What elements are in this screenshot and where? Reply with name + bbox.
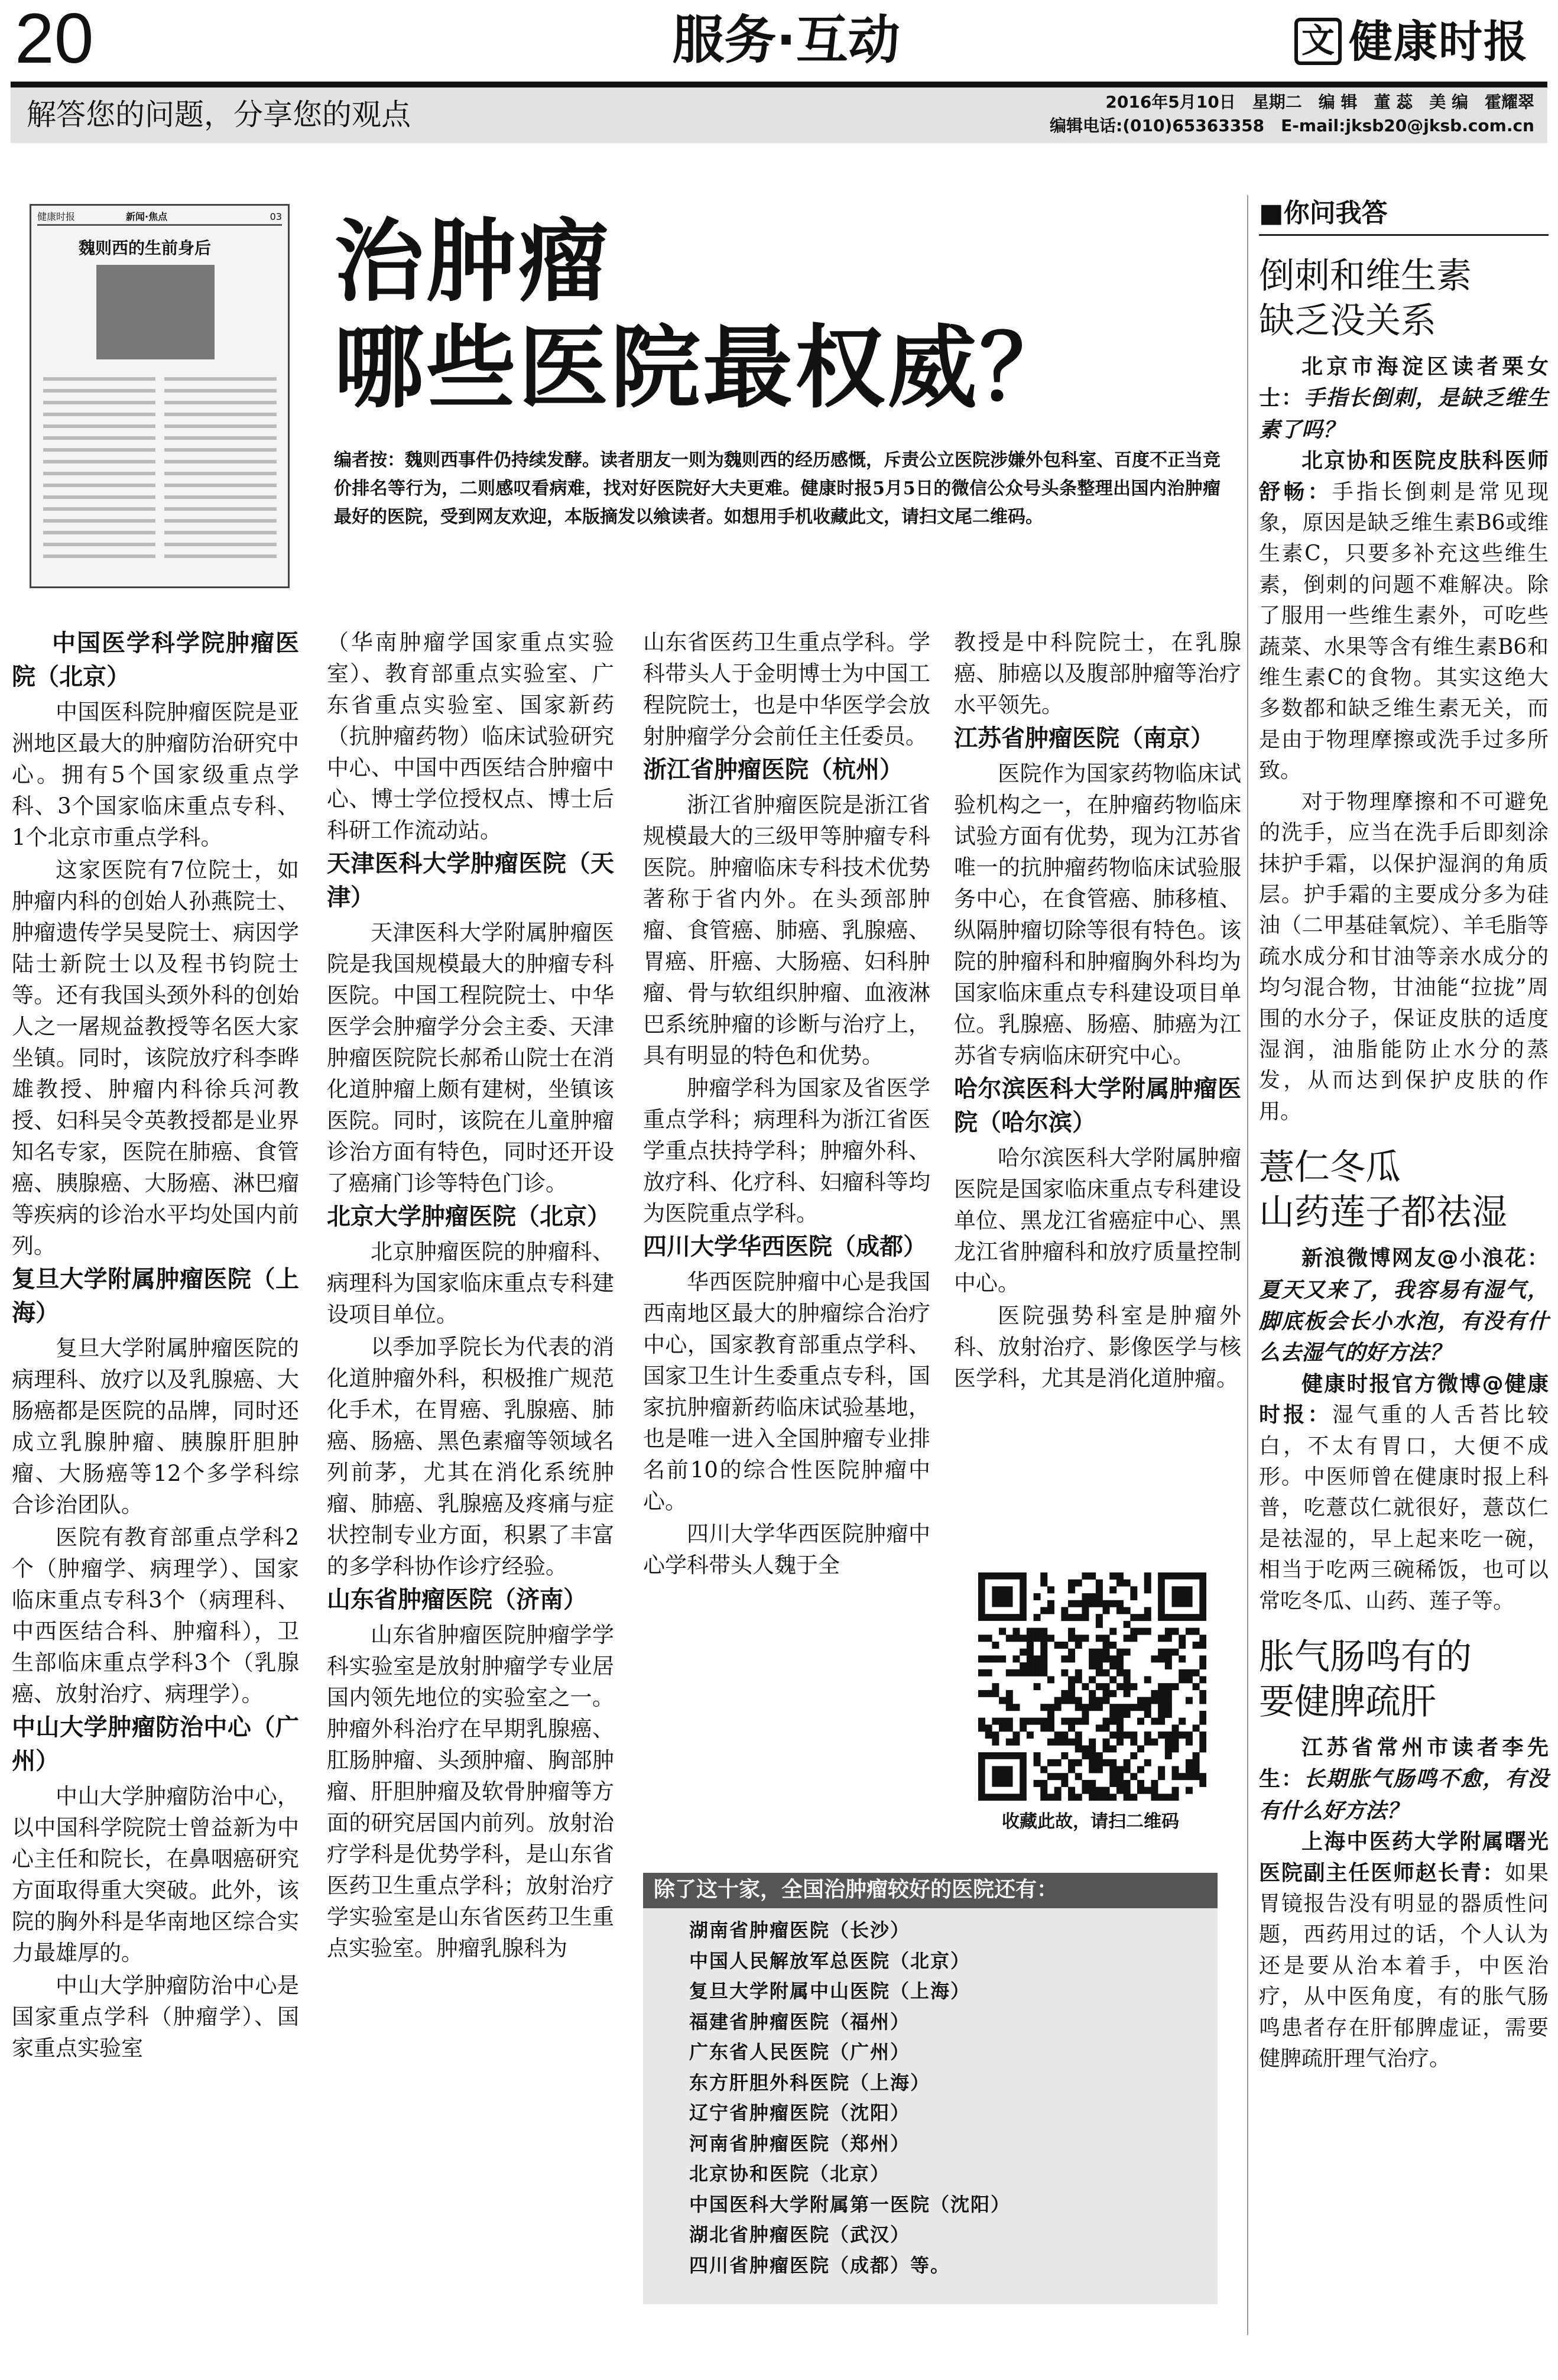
qa-question-from: 北京市海淀区读者栗女士： [1259,355,1549,411]
headline-line-2: 哪些医院最权威？ [334,314,1072,420]
qa-body [1259,1243,1549,1617]
hospital-list-item: 湖南省肿瘤医院（长沙） [689,1919,911,1941]
article-column-2 [327,627,614,1965]
thumbnail-text-line [43,472,155,475]
issue-date-editors: 2016年5月10日 星期二 编 辑 董 蕊 美 编 霍耀翠 [1105,92,1534,112]
qa-answer-text: 湿气重的人舌苔比较白，不太有胃口，大便不成形。中医师曾在健康时报上科普，吃薏苡仁就很好，薏苡仁是祛湿的，早上起来吃一碗，相当于吃两三碗稀饭，也可以常吃冬瓜、山药、莲子等。 [1259,1403,1549,1613]
body-paragraph-continued: 教授是中科院院士，在乳腺癌、肺癌以及腹部肿瘤等治疗水平领先。 [954,630,1241,718]
qr-code-image [978,1572,1206,1801]
qa-title-line-1: 胀气肠鸣有的 [1259,1636,1472,1678]
hospital-heading: 浙江省肿瘤医院（杭州） [643,756,903,783]
thumbnail-text-line [164,543,277,546]
thumbnail-text-line [164,484,277,487]
qa-title-line-2: 要健脾疏肝 [1259,1681,1436,1723]
hospital-heading: 复旦大学附属肿瘤医院（上海） [12,1266,299,1327]
hospital-list-item: 东方肝胆外科医院（上海） [689,2071,931,2094]
thumbnail-section: 新闻·焦点 [126,211,168,222]
qa-answer-text: 手指长倒刺是常见现象，原因是缺乏维生素B6或维生素C，只要多补充这些维生素，倒刺的问题不难解决。除了服用一些维生素外，可吃些蔬菜、水果等含有维生素B6和维生素C的食物。其实这绝大多数都和缺乏维生素无关，而是由于物理摩擦或洗手过多所致。 [1259,479,1549,783]
hospital-heading: 山东省肿瘤医院（济南） [327,1586,587,1613]
hospital-list-item: 河南省肿瘤医院（郑州） [689,2132,911,2155]
thumbnail-photo [96,265,215,359]
body-paragraph: 中山大学肿瘤防治中心，以中国科学院院士曾益新为中心主任和院长，在鼻咽癌研究方面取得重大突破。此外，该院的胸外科是华南地区综合实力最雄厚的。 [12,1784,299,1966]
hospital-list-item: 湖北省肿瘤医院（武汉） [689,2223,911,2246]
hospital-list-item: 中国医科大学附属第一医院（沈阳） [689,2193,1011,2216]
body-paragraph: 医院有教育部重点学科2个（肿瘤学、病理学）、国家临床重点专科3个（病理科、中西医结合科、肿瘤科），卫生部临床重点学科3个（乳腺癌、放射治疗、病理学）。 [12,1525,299,1707]
thumbnail-text-line [164,424,277,428]
editor-contact: 编辑电话:(010)65363358 E-mail:jksb20@jksb.com.cn [1050,116,1534,135]
qa-title-line-1: 倒刺和维生素 [1259,255,1472,297]
qa-answer-text: 如果胃镜报告没有明显的器质性问题，西药用过的话，个人认为还是要从治本着手，中医治疗，从中医角度，有的胀气肠鸣患者存在肝郁脾虚证，需要健脾疏肝理气治疗。 [1259,1860,1549,2071]
body-paragraph: 肿瘤学科为国家及省医学重点学科；病理科为浙江省医学重点扶持学科；肿瘤外科、放疗科、化疗科、妇瘤科等均为医院重点学科。 [643,1075,930,1226]
body-paragraph-continued: （华南肿瘤学国家重点实验室）、教育部重点实验室、广东省重点实验室、国家新药（抗肿瘤药物）临床试验研究中心、中国中西医结合肿瘤中心、博士学位授权点、博士后科研工作流动站。 [327,630,614,843]
thumbnail-text-line [43,460,155,463]
thumbnail-text-line [43,507,155,511]
thumbnail-text-line [43,448,155,452]
header-rule [11,82,1547,87]
thumbnail-text-line [43,495,155,499]
qr-code[interactable] [978,1572,1206,1801]
qa-title-line-2: 缺乏没关系 [1259,300,1436,342]
qa-body [1259,352,1549,1127]
body-paragraph: 中山大学肿瘤防治中心是国家重点学科（肿瘤学）、国家重点实验室 [12,1973,299,2061]
qa-answer-from: 健康时报官方微博@健康时报： [1259,1371,1549,1428]
body-paragraph: 复旦大学附属肿瘤医院的病理科、放疗以及乳腺癌、大肠癌都是医院的品牌，同时还成立乳腺肿瘤、胰腺肝胆肿瘤、大肠癌等12个多学科综合诊治团队。 [12,1335,299,1518]
hospital-heading: 四川大学华西医院（成都） [643,1233,927,1260]
body-paragraph-continued: 山东省医药卫生重点学科。学科带头人于金明博士为中国工程院院士，也是中华医学会放射肿瘤学分会前任主任委员。 [643,630,930,749]
slogan: 解答您的问题，分享您的观点 [27,98,411,132]
thumbnail-text-line [43,424,155,428]
qa-question-text: 手指长倒刺，是缺乏维生素了吗？ [1259,385,1549,442]
qa-question-from: 新浪微博网友@小浪花： [1301,1246,1549,1271]
article-column-4 [954,627,1241,1395]
thumbnail-text-line [43,401,155,404]
body-paragraph: 这家医院有7位院士，如肿瘤内科的创始人孙燕院士、肿瘤遗传学吴旻院士、病因学陆士新院士以及程书钧院士等。还有我国头颈外科的创始人之一屠规益教授等名医大家坐镇。同时，该院放疗科李晔雄教授、肿瘤内科徐兵河教授、妇科吴令英教授都是业界知名专家，医院在肺癌、食管癌、胰腺癌、大肠癌、淋巴瘤等疾病的诊治水平均处国内前列。 [12,857,299,1259]
hospital-heading: 中国医学科学院肿瘤医院（北京） [12,630,299,690]
column-divider [1247,195,1248,2335]
body-paragraph: 浙江省肿瘤医院是浙江省规模最大的三级甲等肿瘤专科医院。肿瘤临床专科技术优势著称于省内外。在头颈部肿瘤、食管癌、肺癌、乳腺癌、胃癌、肝癌、大肠癌、妇科肿瘤、骨与软组织肿瘤、血液淋巴系统肿瘤的诊断与治疗上，具有明显的特色和优势。 [643,792,930,1068]
thumbnail-text-line [43,519,155,523]
qa-body [1259,1733,1549,2074]
page-number: 20 [15,0,94,78]
qa-answer [1259,1369,1549,1617]
thumbnail-text-line [43,377,155,381]
qa-question-text: 长期胀气肠鸣不愈，有没有什么好方法？ [1259,1766,1549,1823]
thumbnail-text-line [43,555,155,558]
thumbnail-text-line [164,519,277,523]
hospital-list-item: 辽宁省肿瘤医院（沈阳） [689,2102,911,2124]
thumbnail-text-line [43,543,155,546]
logo-name: 健康时报 [1349,17,1528,67]
hospital-list-item: 中国人民解放军总医院（北京） [689,1949,971,1972]
body-paragraph: 天津医科大学附属肿瘤医院是我国规模最大的肿瘤专科医院。中国工程院院士、中华医学会肿瘤学分会主委、天津肿瘤医院院长郝希山院士在消化道肿瘤上颇有建树，坐镇该医院。同时，该院在儿童肿瘤诊治方面有特色，同时还开设了癌痛门诊等特色门诊。 [327,920,614,1196]
hospital-list-item: 福建省肿瘤医院（福州） [689,2010,911,2033]
body-paragraph: 以季加孚院长为代表的消化道肿瘤外科，积极推广规范化手术，在胃癌、乳腺癌、肺癌、肠癌、黑色素瘤等领域名列前茅，尤其在消化系统肿瘤、肺癌、乳腺癌及疼痛与症状控制专业方面，积累了丰富的多学科协作诊疗经验。 [327,1334,614,1579]
thumbnail-text-line [164,460,277,463]
qa-answer [1259,1827,1549,2074]
thumbnail-text-line [164,401,277,404]
section-title: 服务·互动 [672,9,900,70]
qa-title [1259,254,1549,343]
qa-answer-continued: 对于物理摩擦和不可避免的洗手，应当在洗手后即刻涂抹护手霜，以保护湿润的角质层。护手霜的主要成分多为硅油（二甲基硅氧烷）、羊毛脂等疏水成分和甘油等亲水成分的均匀混合物，甘油能“拉拢”周围的水分子，保证皮肤的适度湿润，油脂能防止水分的蒸发，从而达到保护皮肤的作用。 [1259,789,1549,1124]
body-paragraph: 哈尔滨医科大学附属肿瘤医院是国家临床重点专科建设单位、黑龙江省癌症中心、黑龙江省肿瘤科和放疗质量控制中心。 [954,1145,1241,1296]
qa-question [1259,352,1549,446]
body-paragraph: 山东省肿瘤医院肿瘤学学科实验室是放射肿瘤学专业居国内领先地位的实验室之一。肿瘤外科治疗在早期乳腺癌、肛肠肿瘤、头颈肿瘤、胸部肿瘤、肝胆肿瘤及软骨肿瘤等方面的研究居国内前列。放射治疗学科是优势学科，是山东省医药卫生重点学科；放射治疗学实验室是山东省医药卫生重点实验室。肿瘤乳腺科为 [327,1622,614,1961]
hospital-heading: 哈尔滨医科大学附属肿瘤医院（哈尔滨） [954,1075,1241,1136]
hospital-list-item: 复旦大学附属中山医院（上海） [689,1980,971,2002]
hospital-list-item: 四川省肿瘤医院（成都）等。 [689,2253,951,2277]
other-hospitals-box [643,1873,1218,2304]
thumbnail-paper: 健康时报 [37,211,76,222]
thumbnail-text-line [43,413,155,416]
thumbnail-text-line [164,377,277,381]
body-paragraph: 中国医科院肿瘤医院是亚洲地区最大的肿瘤防治研究中心。拥有5个国家级重点学科、3个国家临床重点专科、1个北京市重点学科。 [12,699,299,850]
qa-answer [1259,446,1549,786]
article-column-3 [643,627,930,1582]
headline-line-1: 治肿瘤 [334,208,611,314]
thumbnail-text-line [164,389,277,393]
qa-question [1259,1733,1549,1827]
body-paragraph: 四川大学华西医院肿瘤中心学科带头人魏于全 [643,1521,930,1578]
qa-title [1259,1145,1549,1235]
qa-question-text: 夏天又来了，我容易有湿气，脚底板会长小水泡，有没有什么去湿气的好方法？ [1259,1277,1549,1366]
qa-title [1259,1635,1549,1724]
other-hospitals-header: 除了这十家，全国治肿瘤较好的医院还有： [643,1873,1218,1908]
hospital-list-item: 广东省人民医院（广州） [689,2041,911,2063]
body-paragraph: 华西医院肿瘤中心是我国西南地区最大的肿瘤综合治疗中心，国家教育部重点学科、国家卫生计生委重点专科，国家抗肿瘤新药临床试验基地，也是唯一进入全国肿瘤专业排名前10的综合性医院肿瘤中心。 [643,1269,930,1514]
logo-mark: 文 [1294,18,1342,65]
thumbnail-title: 魏则西的生前身后 [79,238,212,258]
thumbnail-text-line [164,448,277,452]
thumbnail-header [37,210,282,226]
hospital-list-item: 北京协和医院（北京） [689,2162,891,2185]
article-column-1 [12,627,299,2065]
qa-answer-from: 北京协和医院皮肤科医师舒畅： [1259,449,1549,504]
body-paragraph: 医院强势科室是肿瘤外科、放射治疗、影像医学与核医学科，尤其是消化道肿瘤。 [954,1303,1241,1391]
editor-note: 编者按：魏则西事件仍持续发酵。读者朋友一则为魏则西的经历感慨，斥责公立医院涉嫌外包科室、百度不正当竞价排名等行为，二则感叹看病难，找对好医院好大夫更难。健康时报5月5日的微信公众号头条整理出国内治肿瘤最好的医院，受到网友欢迎，本版摘发以飨读者。如想用手机收藏此文，请扫文尾二维码。 [334,450,1221,527]
thumbnail-text-line [164,555,277,558]
thumbnail-text-line [164,436,277,440]
body-paragraph: 北京肿瘤医院的肿瘤科、病理科为国家临床重点专科建设项目单位。 [327,1239,614,1327]
thumbnail-text-line [43,389,155,393]
qa-question-from: 江苏省常州市读者李先生： [1259,1736,1549,1792]
thumbnail-text-line [164,413,277,416]
thumbnail-text-line [43,436,155,440]
thumbnail-text-line [164,472,277,475]
hospital-heading: 江苏省肿瘤医院（南京） [954,725,1214,752]
qa-title-line-1: 薏仁冬瓜 [1259,1147,1401,1189]
thumbnail-text-line [164,507,277,511]
other-hospitals-list [643,1908,1218,2281]
masthead-logo [1294,15,1549,74]
hospital-heading: 天津医科大学肿瘤医院（天津） [327,850,614,911]
qa-title-line-2: 山药莲子都祛湿 [1259,1192,1507,1234]
qa-question [1259,1243,1549,1369]
thumbnail-text-line [164,495,277,499]
qr-caption: 收藏此故，请扫二维码 [1002,1811,1179,1832]
thumbnail-page: 03 [270,211,282,222]
body-paragraph: 医院作为国家药物临床试验机构之一，在肿瘤药物临床试验方面有优势，现为江苏省唯一的抗肿瘤药物临床试验服务中心，在食管癌、肺移植、纵隔肿瘤切除等很有特色。该院的肿瘤科和肿瘤胸外科均为国家临床重点专科建设项目单位。乳腺癌、肠癌、肺癌为江苏省专病临床研究中心。 [954,761,1241,1068]
hospital-heading: 北京大学肿瘤医院（北京） [327,1203,611,1230]
related-page-thumbnail [30,204,290,588]
thumbnail-text-line [43,484,155,487]
qa-label: ■你问我答 [1259,195,1549,236]
thumbnail-text-line [164,531,277,534]
article-headline [334,208,1072,421]
issue-info [1050,90,1534,138]
qa-answer-from: 上海中医药大学附属曙光医院副主任医师赵长青： [1259,1830,1549,1885]
hospital-heading: 中山大学肿瘤防治中心（广州） [12,1714,299,1775]
thumbnail-text-line [43,531,155,534]
qa-sidebar [1259,195,1549,2075]
